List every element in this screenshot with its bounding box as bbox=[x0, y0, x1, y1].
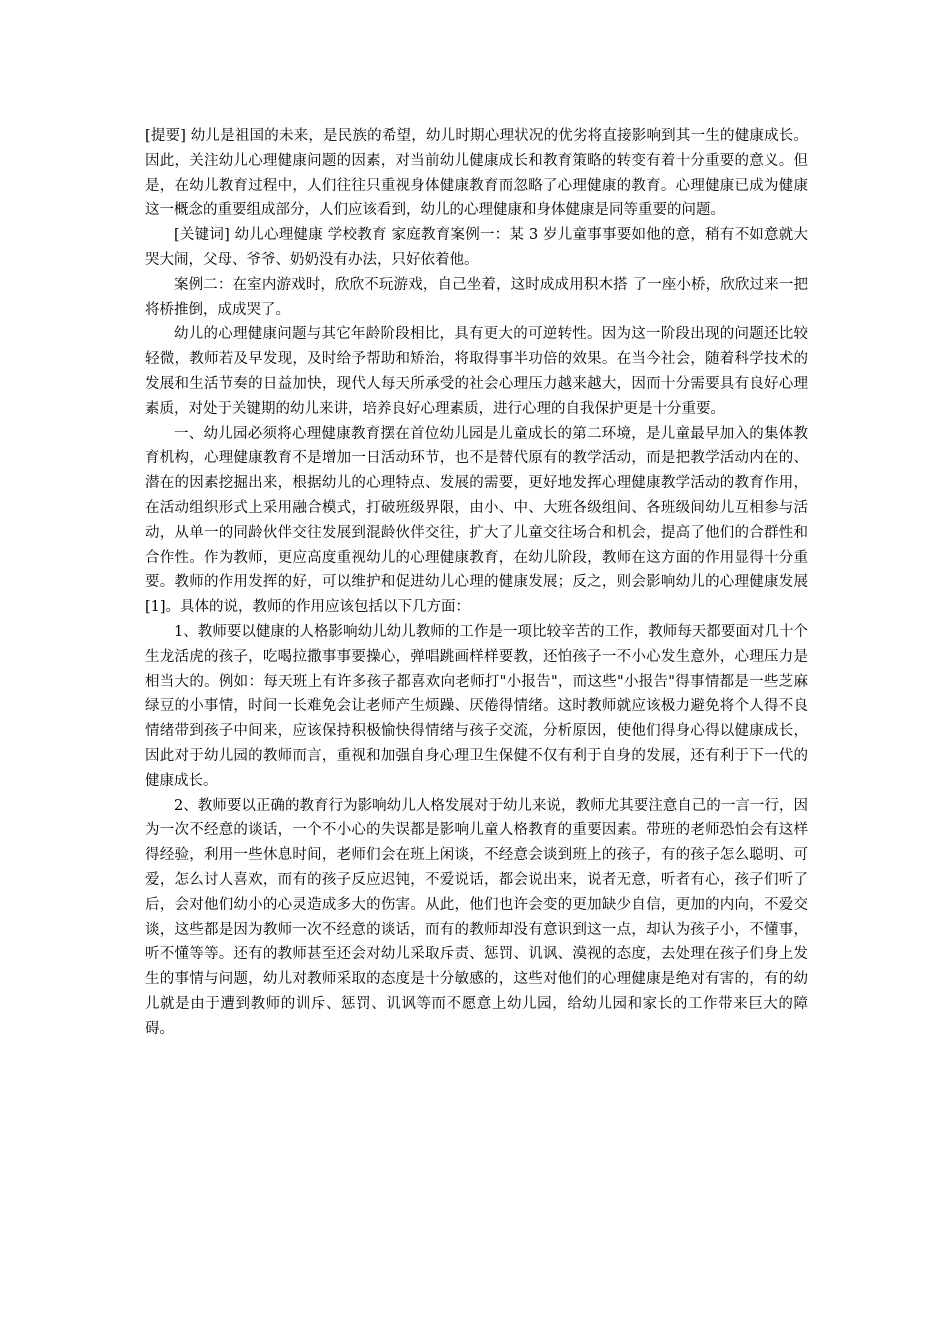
document-page bbox=[145, 124, 808, 1041]
keywords-paragraph: [关键词] 幼儿心理健康 学校教育 家庭教育案例一：某 3 岁儿童事事要如他的意，稍有不如意就大哭大闹，父母、爷爷、奶奶没有办法，只好依着他。 bbox=[145, 227, 808, 268]
case-two-paragraph: 案例二：在室内游戏时，欣欣不玩游戏，自己坐着，这时成成用积木搭 了一座小桥，欣欣过来一把将桥推倒，成成哭了。 bbox=[145, 276, 808, 318]
body-paragraph: 幼儿的心理健康问题与其它年龄阶段相比，具有更大的可逆转性。因为这一阶段出现的问题还比较轻微，教师若及早发现，及时给予帮助和矫治，将取得事半功倍的效果。在当今社会，随着科学技术的发展和生活节奏的日益加快，现代人每天所承受的社会心理压力越来越大，因而十分需要具有良好心理素质，对处于关键期的幼儿来讲，培养良好心理素质，进行心理的自我保护更是十分重要。 bbox=[145, 326, 808, 417]
point-two-paragraph: 2、教师要以正确的教育行为影响幼儿人格发展对于幼儿来说，教师尤其要注意自己的一言一行，因为一次不经意的谈话，一个不小心的失误都是影响儿童人格教育的重要因素。带班的老师恐怕会有这样得经验，利用一些休息时间，老师们会在班上闲谈，不经意会谈到班上的孩子，有的孩子怎么聪明、可爱，怎么讨人喜欢，而有的孩子反应迟钝，不爱说话，都会说出来，说者无意，听者有心，孩子们听了后，会对他们幼小的心灵造成多大的伤害。从此，他们也许会变的更加缺少自信，更加的内向，不爱交谈，这些都是因为教师一次不经意的谈话，而有的教师却没有意识到这一点，却认为孩子小，不懂事，听不懂等等。还有的教师甚至还会对幼儿采取斥责、惩罚、讥讽、漠视的态度，去处理在孩子们身上发生的事情与问题，幼儿对教师采取的态度是十分敏感的，这些对他们的心理健康是绝对有害的，有的幼儿就是由于遭到教师的训斥、惩罚、讥讽等而不愿意上幼儿园，给幼儿园和家长的工作带来巨大的障碍。 bbox=[145, 797, 808, 1037]
point-one-paragraph: 1、教师要以健康的人格影响幼儿幼儿教师的工作是一项比较辛苦的工作，教师每天都要面对几十个生龙活虎的孩子，吃喝拉撒事事要操心，弹唱跳画样样要教，还怕孩子一不小心发生意外，心理压力是相当大的。例如：每天班上有许多孩子都喜欢向老师打"小报告"，而这些"小报告"得事情都是一些芝麻绿豆的小事情，时间一长难免会让老师产生烦躁、厌倦得情绪。这时教师就应该极力避免将个人得不良情绪带到孩子中间来，应该保持积极愉快得情绪与孩子交流，分析原因，使他们得身心得以健康成长，因此对于幼儿园的教师而言，重视和加强自身心理卫生保健不仅有利于自身的发展，还有利于下一代的健康成长。 bbox=[145, 623, 808, 789]
abstract-paragraph: [提要] 幼儿是祖国的未来，是民族的希望，幼儿时期心理状况的优劣将直接影响到其一生的健康成长。因此，关注幼儿心理健康问题的因素，对当前幼儿健康成长和教育策略的转变有着十分重要的意义。但是，在幼儿教育过程中，人们往往只重视身体健康教育而忽略了心理健康的教育。心理健康已成为健康这一概念的重要组成部分，人们应该看到，幼儿的心理健康和身体健康是同等重要的问题。 bbox=[145, 128, 808, 219]
section-one-paragraph: 一、幼儿园必须将心理健康教育摆在首位幼儿园是儿童成长的第二环境，是儿童最早加入的集体教育机构，心理健康教育不是增加一日活动环节，也不是替代原有的教学活动，而是把教学活动内在的、潜在的因素挖掘出来，根据幼儿的心理特点、发展的需要，更好地发挥心理健康教学活动的教育作用，在活动组织形式上采用融合模式，打破班级界限，由小、中、大班各级组间、各班级间幼儿互相参与活动，从单一的同龄伙伴交往发展到混龄伙伴交往，扩大了儿童交往场合和机会，提高了他们的合群性和合作性。作为教师，更应高度重视幼儿的心理健康教育，在幼儿阶段，教师在这方面的作用显得十分重要。教师的作用发挥的好，可以维护和促进幼儿心理的健康发展；反之，则会影响幼儿的心理健康发展[1]。具体的说，教师的作用应该包括以下几方面： bbox=[145, 425, 808, 616]
